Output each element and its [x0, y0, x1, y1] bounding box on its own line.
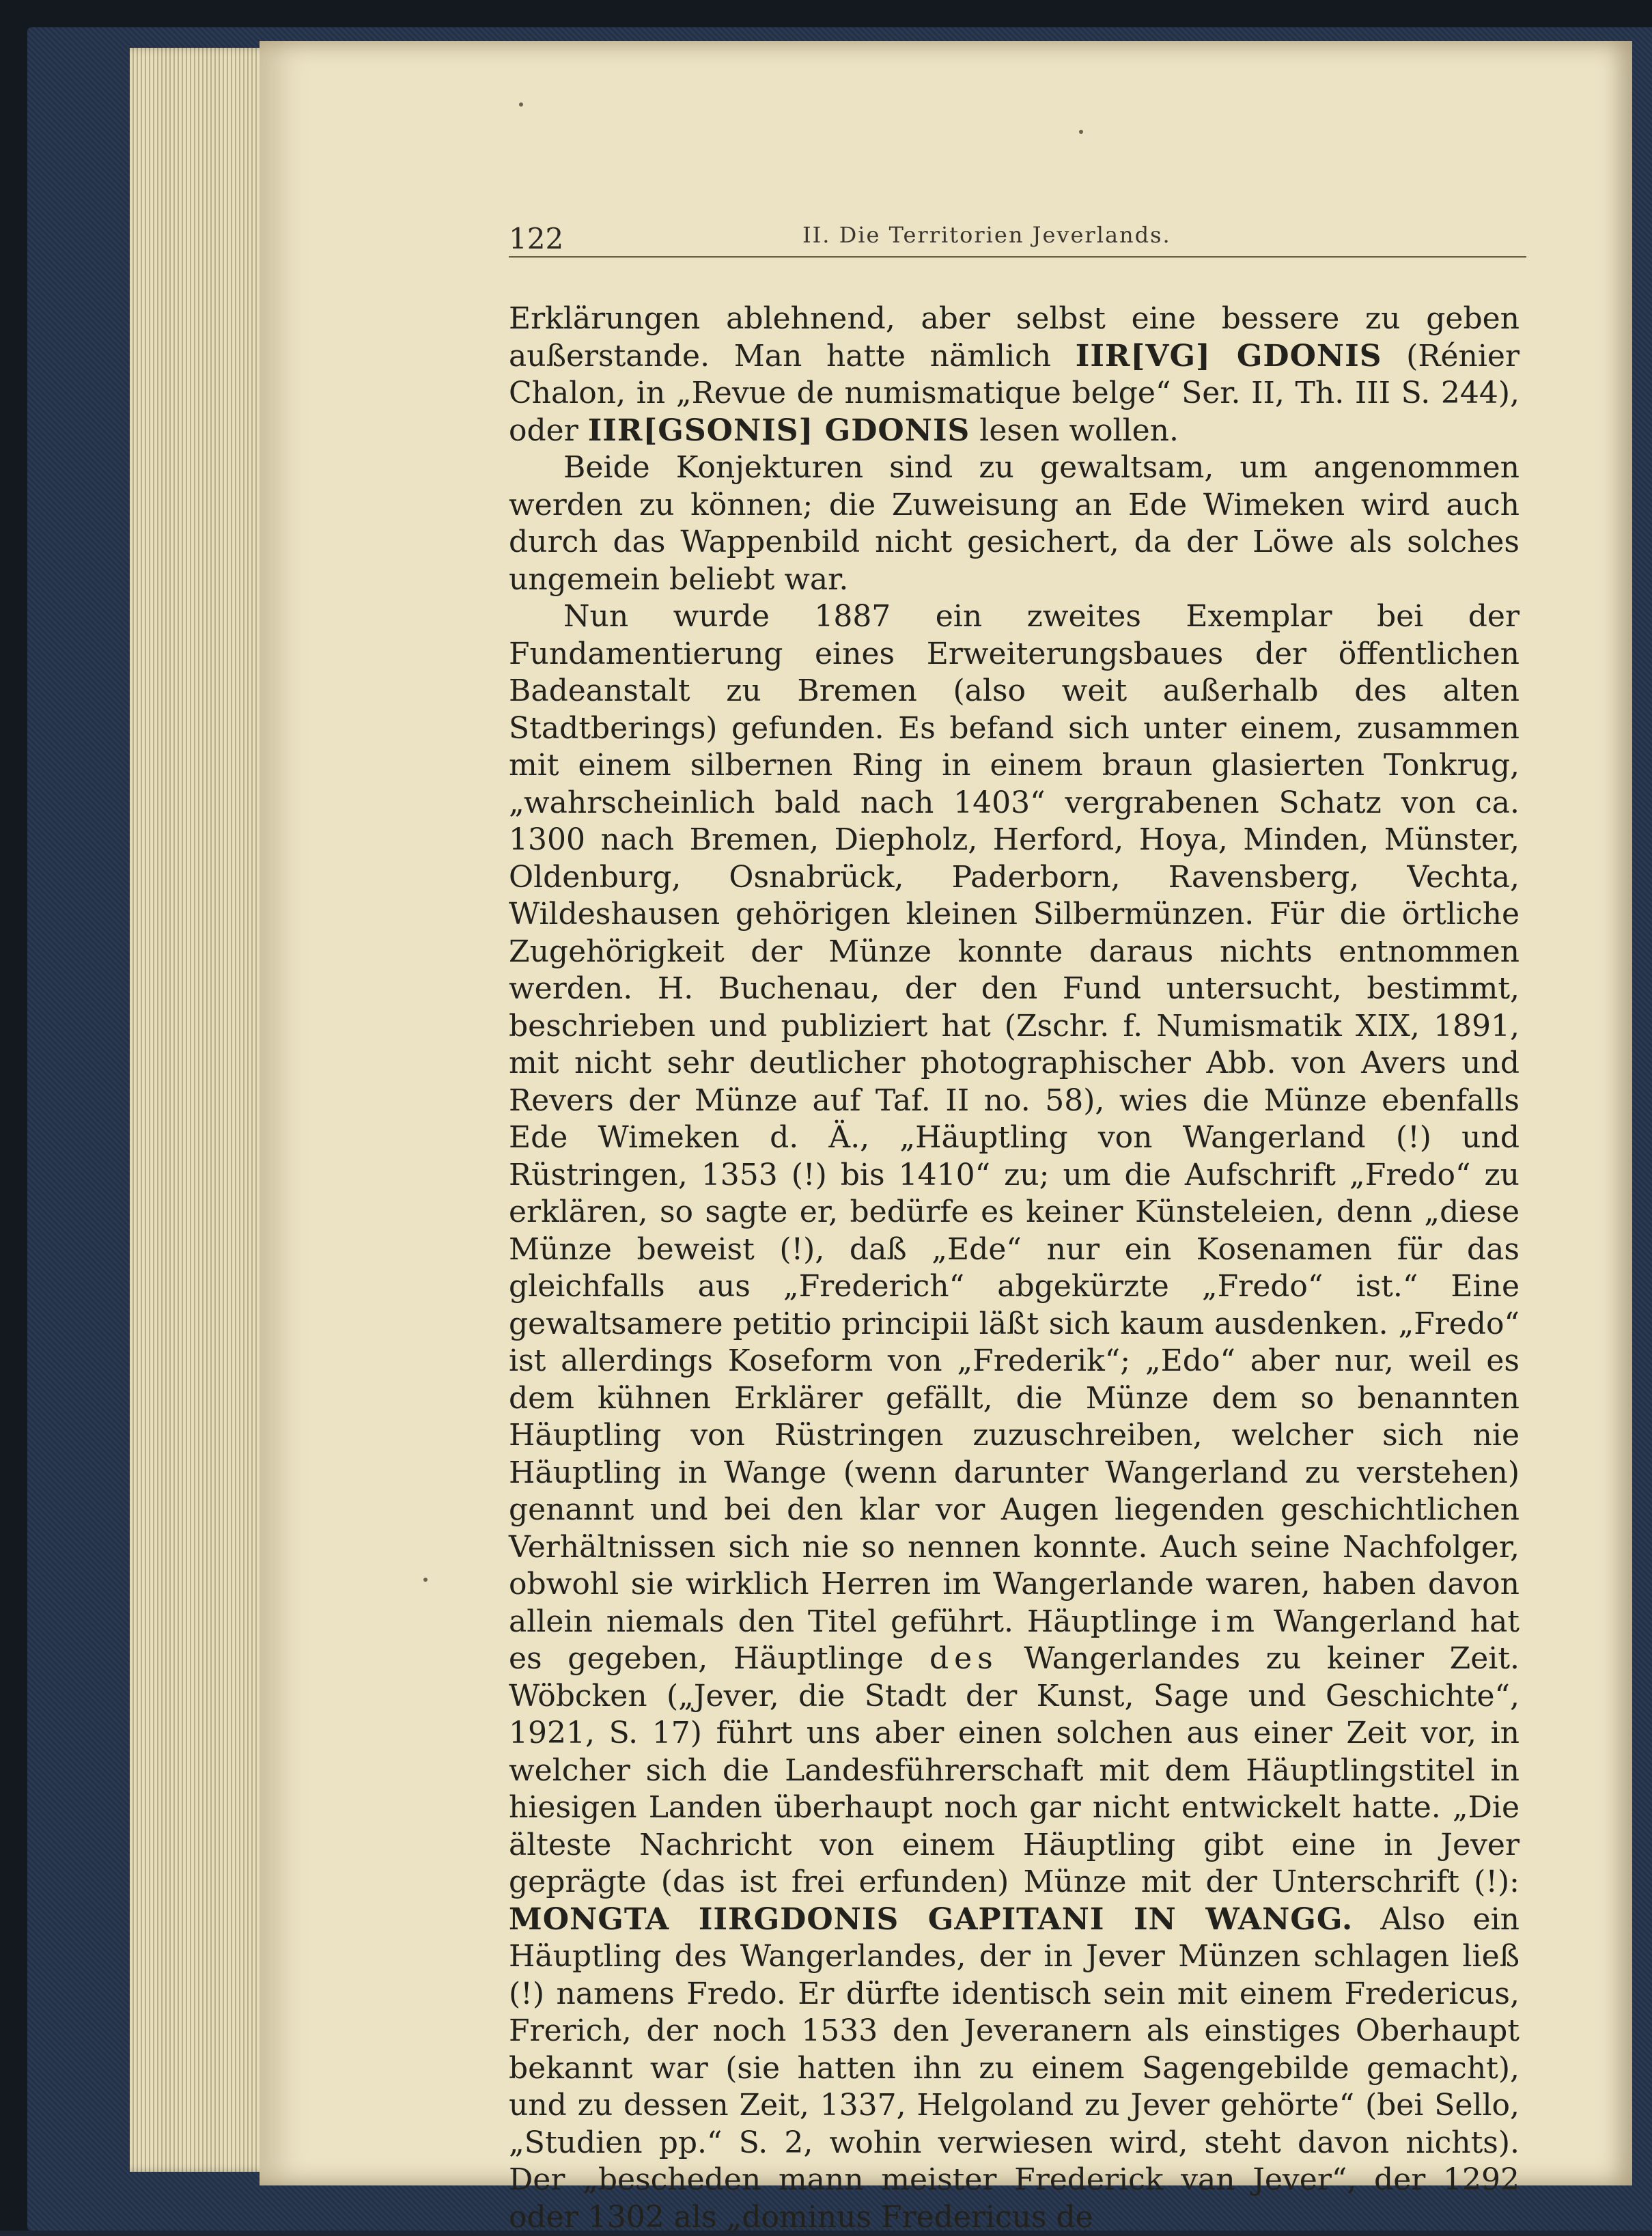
paper-speck [423, 1578, 428, 1582]
paper-speck [519, 102, 523, 107]
emphasis-spaced: des [929, 1641, 998, 1676]
coin-legend: MONGTA IIRGDONIS GAPITANI IN WANGG. [509, 1901, 1354, 1937]
paper-speck [1079, 130, 1083, 134]
text-run: Also ein Häuptling des Wangerlandes, der in Jever Münzen schlagen ließ (!) namens Fredo. Er dürfte identisch sein mit einem Fredericus, Frerich, der noch 1533 den Jeveranern als einstiges Oberhaupt bekannt war (sie hatten ihn zu einem Sagengebilde gemacht), und zu dessen Zeit, 1337, Helgoland zu Jever gehörte“ (bei Sello, „Studien pp.“ S. 2, wohin verwiesen wird, steht davon nichts). Der „bescheden mann meister Frederick van Jever“, der 1292 oder 1302 als „dominus Fredericus de [509, 1901, 1520, 2235]
text-run: Wangerlandes zu keiner Zeit. Wöbcken („Jever, die Stadt der Kunst, Sage und Geschichte“, 1921, S. 17) führt uns aber einen solchen aus einer Zeit vor, in welcher sich die Landesführerschaft mit dem Häuptlingstitel in hiesigen Landen überhaupt noch gar nicht entwickelt hatte. „Die älteste Nachricht von einem Häuptling gibt eine in Jever geprägte (das ist frei erfunden) Münze mit der Unterschrift (!): [509, 1641, 1520, 1899]
page-header [509, 222, 1526, 258]
paragraph [509, 598, 1520, 2236]
text-run: (Rénier Chalon, in „Revue de numismatique belge“ Ser. II, Th. III S. 244), oder [509, 338, 1520, 448]
text-run: Nun wurde 1887 ein zweites Exemplar bei der Fundamentierung eines Erweiterungsbaues der öffentlichen Badeanstalt zu Bremen (also weit außerhalb des alten Stadtberings) gefunden. Es befand sich unter einem, zusammen mit einem silbernen Ring in einem braun glasierten Tonkrug, „wahrscheinlich bald nach 1403“ vergrabenen Schatz von ca. 1300 nach Bremen, Diepholz, Herford, Hoya, Minden, Münster, Oldenburg, Osnabrück, Paderborn, Ravensberg, Vechta, Wildeshausen gehörigen kleinen Silbermünzen. Für die örtliche Zugehörigkeit der Münze konnte daraus nichts entnommen werden. H. Buchenau, der den Fund untersucht, bestimmt, beschrieben und publiziert hat (Zschr. f. Numismatik XIX, 1891, mit nicht sehr deutlicher photographischer Abb. von Avers und Revers der Münze auf Taf. II no. 58), wies die Münze ebenfalls Ede Wimeken d. Ä., „Häuptling von Wangerland (!) und Rüstringen, 1353 (!) bis 1410“ zu; um die Aufschrift „Fredo“ zu erklären, so sagte er, bedürfe es keiner Künsteleien, denn „diese Münze beweist (!), daß „Ede“ nur ein Kosenamen für das gleichfalls aus „Frederich“ abgekürzte „Fredo“ ist.“ Eine gewaltsamere petitio principii läßt sich kaum ausdenken. „Fredo“ ist allerdings Koseform von „Frederik“; „Edo“ aber nur, weil es dem kühnen Erklärer gefällt, die Münze dem so benannten Häuptling von Rüstringen zuzuschreiben, welcher sich nie Häuptling in Wange (wenn darunter Wangerland zu verstehen) genannt und bei den klar vor Augen liegenden geschichtlichen Verhältnissen sich nie so nennen konnte. Auch seine Nachfolger, obwohl sie wirklich Herren im Wangerlande waren, haben davon allein niemals den Titel geführt. Häuptlinge [509, 599, 1520, 1639]
body-text [509, 301, 1520, 2235]
paragraph: Beide Konjekturen sind zu gewaltsam, um angenommen werden zu können; die Zuweisung an Ede Wimeken wird auch durch das Wappenbild nicht gesichert, da der Löwe als solches ungemein beliebt war. [509, 450, 1520, 597]
coin-legend: IIR[GSONIS] GDONIS [587, 413, 970, 448]
text-run: Erklärungen ablehnend, aber selbst eine bessere zu geben außerstande. Man hatte nämlich [509, 301, 1520, 374]
page-number: 122 [509, 222, 564, 255]
text-run: lesen wollen. [970, 413, 1179, 448]
text-run: Wangerland hat es gegeben, Häuptlinge [509, 1604, 1520, 1676]
coin-legend: IIR[VG] GDONIS [1075, 338, 1382, 374]
paragraph [509, 301, 1520, 449]
running-head: II. Die Territorien Jeverlands. [802, 222, 1171, 248]
page-edges [130, 48, 280, 2172]
emphasis-spaced: im [1211, 1604, 1260, 1639]
